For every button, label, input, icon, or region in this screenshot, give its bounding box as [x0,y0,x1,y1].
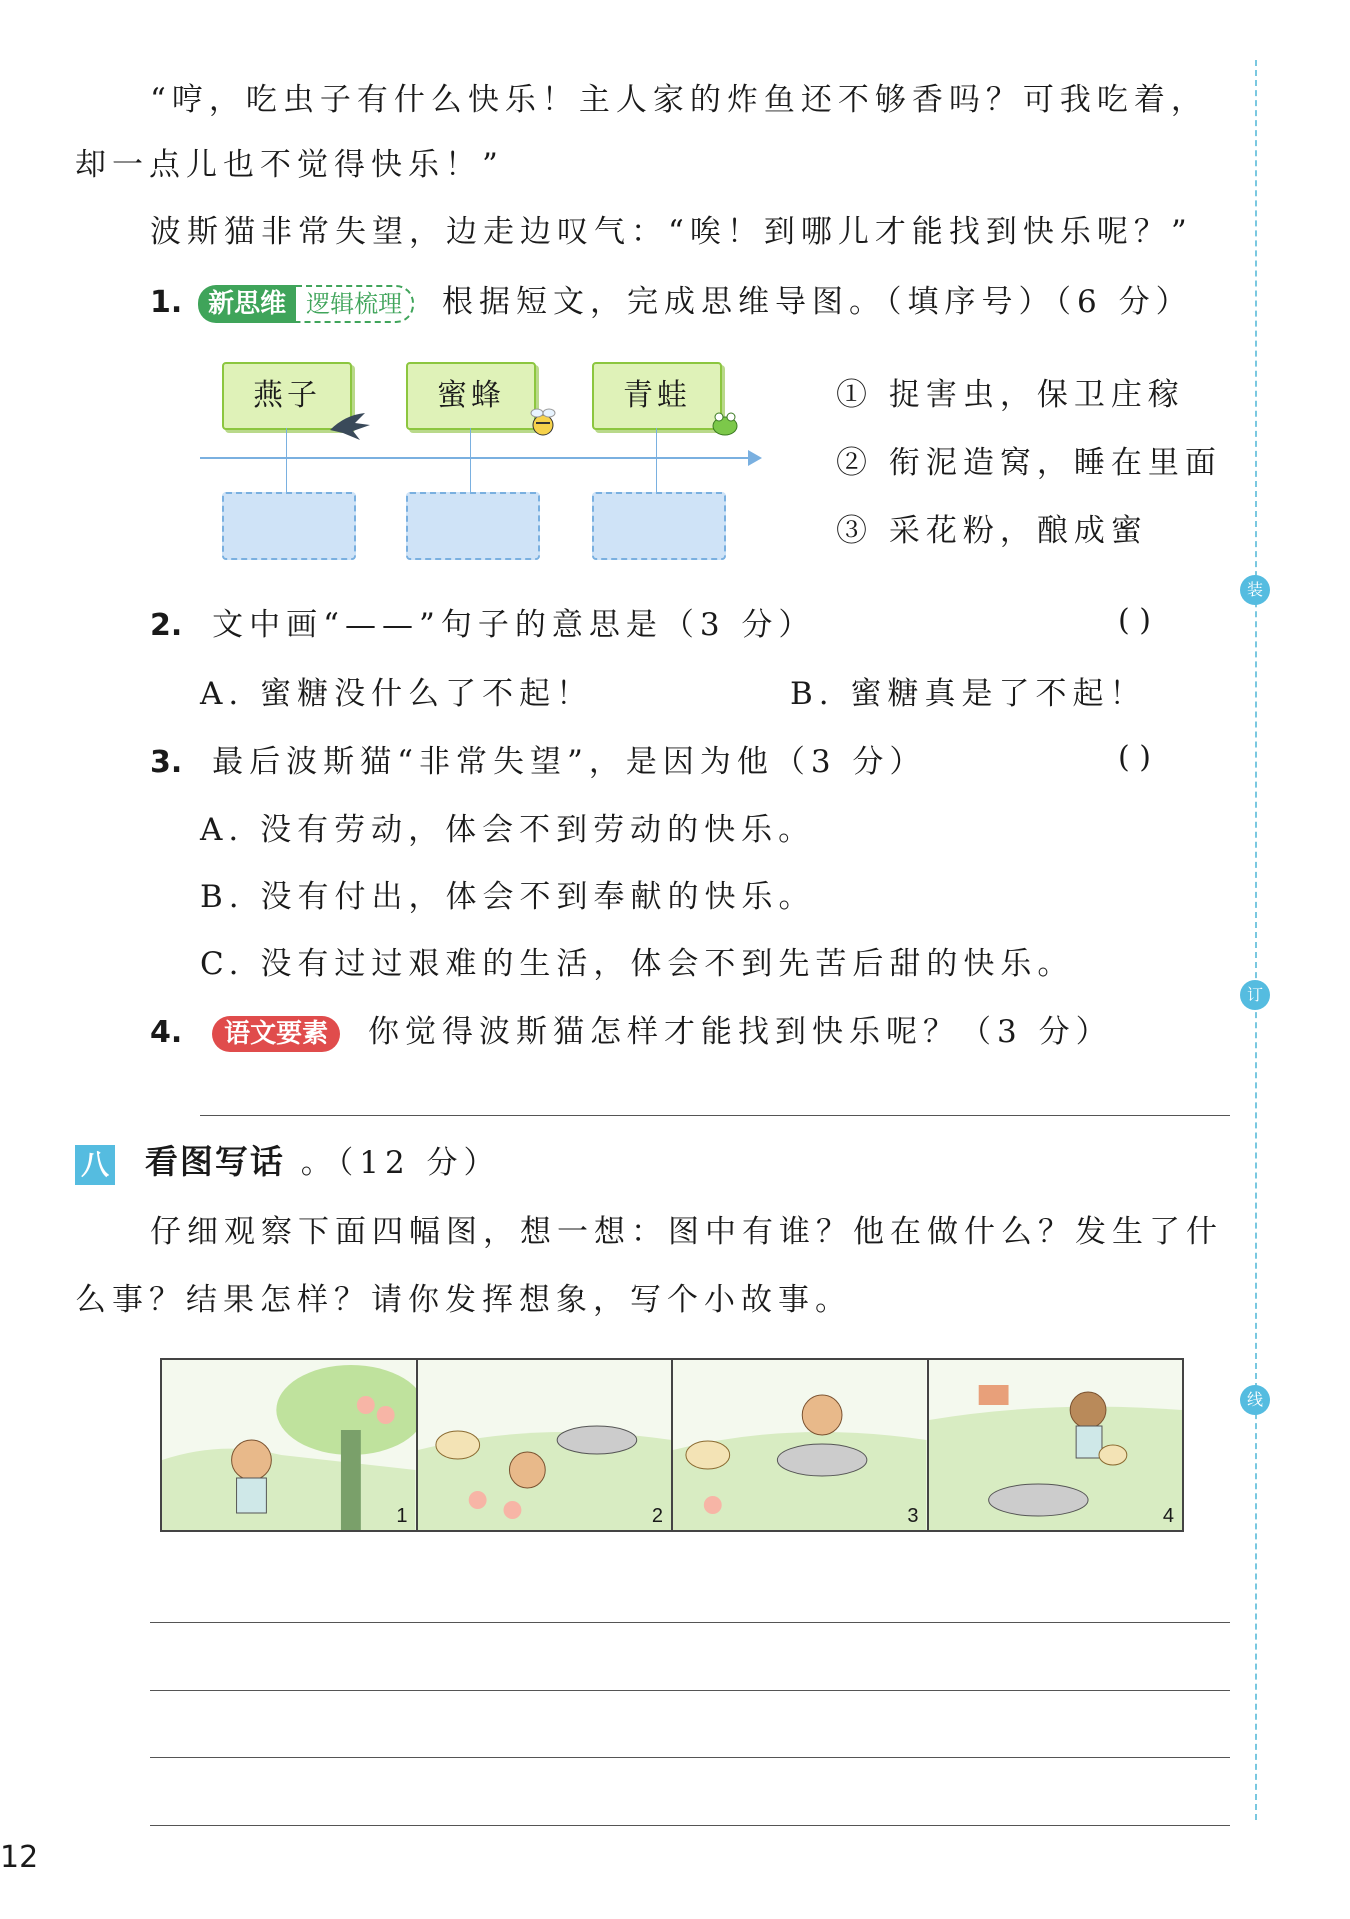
option-3: ③ 采花粉，酿成蜜 [836,513,1148,549]
monkey-tripping-scene [418,1360,672,1530]
monkey-picking-peaches-scene [162,1360,416,1530]
section-8-instruction-2: 么事？结果怎样？请你发挥想象，写个小故事。 [75,1282,852,1318]
comic-panel-1 [162,1360,418,1530]
comic-panel-2 [418,1360,674,1530]
frog-icon [710,408,740,438]
writing-line[interactable] [150,1757,1230,1758]
option-1: ① 捉害虫，保卫庄稼 [836,377,1185,413]
writing-line[interactable] [150,1690,1230,1691]
question-number: 1. [150,285,183,320]
chinese-elements-badge: 语文要素 [212,1016,340,1052]
badge-sub-label: 逻辑梳理 [296,285,414,323]
panel-number: 2 [651,1505,663,1527]
monkey-looking-at-manhole-scene [673,1360,927,1530]
q3-option-b: B. 没有付出，体会不到奉献的快乐。 [200,879,816,915]
margin-badge-zhuang: 装 [1240,575,1270,605]
q2-option-b: B. 蜜糖真是了不起！ [790,676,1147,712]
badge-main-label: 新思维 [198,285,296,323]
answer-box-frog[interactable] [592,492,726,560]
section-8-heading [75,1140,501,1185]
arrow-right-icon [748,450,762,466]
new-thinking-badge [198,285,414,323]
comic-strip [160,1358,1184,1532]
question-3 [150,740,926,785]
answer-line[interactable] [200,1115,1230,1116]
comic-panel-4 [929,1360,1183,1530]
section-number-badge: 八 [75,1145,115,1185]
passage-line-2: 却一点儿也不觉得快乐！” [75,147,504,183]
mindmap-box-bee: 蜜蜂 [406,362,536,430]
question-1-text: 根据短文，完成思维导图。（填序号）（6 分） [442,284,1193,320]
section-score: 。（12 分） [300,1145,501,1181]
question-number: 3. [150,745,183,780]
connector [286,428,287,492]
answer-parentheses[interactable]: ( ) [1118,603,1151,638]
answer-box-swallow[interactable] [222,492,356,560]
question-4-text: 你觉得波斯猫怎样才能找到快乐呢？（3 分） [368,1014,1113,1050]
question-4 [150,1010,1113,1055]
comic-panel-3 [673,1360,929,1530]
margin-badge-xian: 线 [1240,1385,1270,1415]
q2-option-a: A. 蜜糖没什么了不起！ [200,676,594,712]
passage-line-3: 波斯猫非常失望，边走边叹气：“唉！到哪儿才能找到快乐呢？” [150,214,1193,250]
option-2: ② 衔泥造窝，睡在里面 [836,445,1222,481]
answer-parentheses[interactable]: ( ) [1118,740,1151,775]
question-1 [150,280,1193,325]
question-3-text: 最后波斯猫“非常失望”，是因为他（3 分） [212,744,927,780]
mindmap-box-frog: 青蛙 [592,362,722,430]
q3-option-c: C. 没有过过艰难的生活，体会不到先苦后甜的快乐。 [200,946,1075,982]
q3-option-a: A. 没有劳动，体会不到劳动的快乐。 [200,812,816,848]
bee-icon [528,405,558,441]
panel-number: 4 [1162,1505,1174,1527]
binding-dashed-line [1255,60,1257,1820]
mindmap-axis [200,457,755,459]
monkey-walking-away-scene [929,1360,1183,1530]
panel-number: 1 [396,1505,408,1527]
writing-line[interactable] [150,1622,1230,1623]
page-number: 12 [0,1840,39,1875]
answer-box-bee[interactable] [406,492,540,560]
panel-number: 3 [907,1505,919,1527]
connector [470,428,471,492]
swallow-icon [325,405,375,445]
question-number: 2. [150,608,183,643]
connector [656,428,657,492]
mindmap-box-swallow: 燕子 [222,362,352,430]
writing-line[interactable] [150,1825,1230,1826]
question-2-text: 文中画“——”句子的意思是（3 分） [212,607,816,643]
section-title: 看图写话 [144,1142,285,1181]
section-8-instruction-1: 仔细观察下面四幅图，想一想：图中有谁？他在做什么？发生了什 [150,1214,1223,1250]
margin-badge-ding: 订 [1240,980,1270,1010]
question-2 [150,603,815,648]
passage-line-1: “哼，吃虫子有什么快乐！主人家的炸鱼还不够香吗？可我吃着， [150,82,1208,118]
question-number: 4. [150,1015,183,1050]
